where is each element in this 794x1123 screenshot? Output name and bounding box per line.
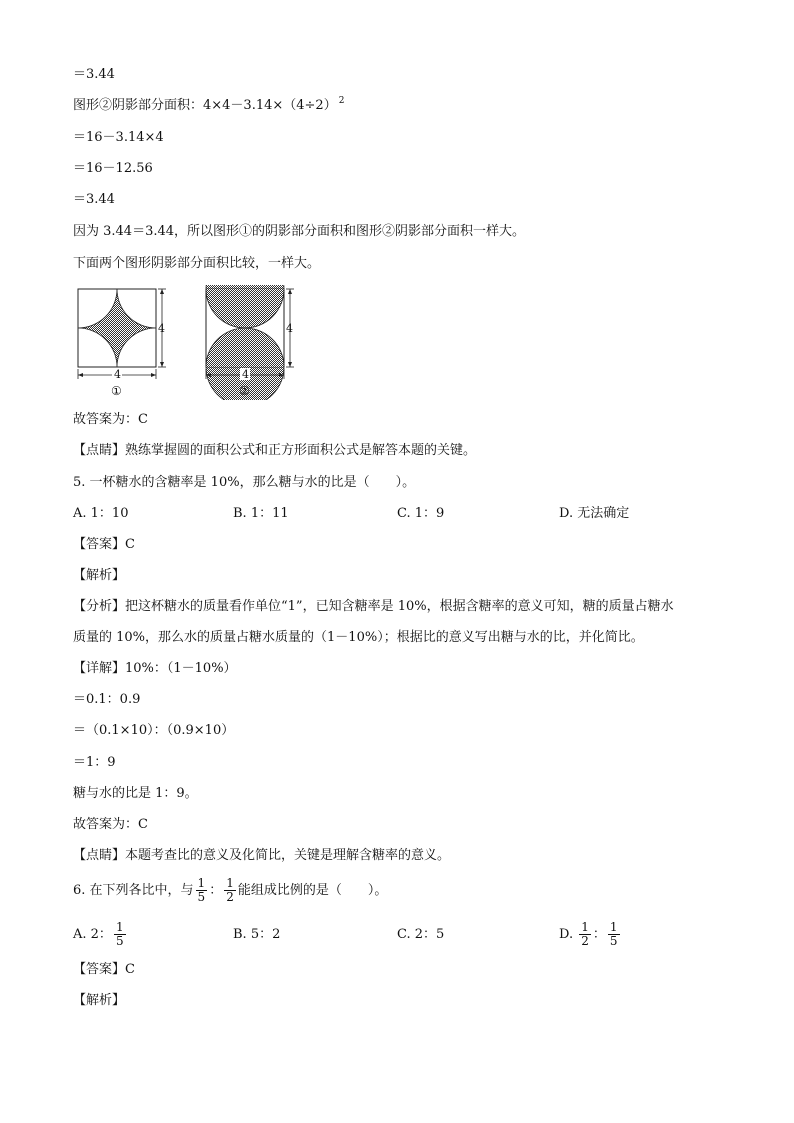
option-b: B. 1：11 — [233, 506, 289, 521]
analysis-text: 【分析】把这杯糖水的质量看作单位“1”，已知含糖率是 10%，根据含糖率的意义可知，糖的质量占糖水 — [73, 599, 674, 614]
formula-text: 图形②阴影部分面积：4×4－3.14×（4÷2） — [73, 98, 337, 113]
solution-line: ＝16－3.14×4 — [73, 130, 164, 145]
analysis-text: 质量的 10%，那么水的质量占糖水质量的（1－10%）；根据比的意义写出糖与水的比，并化简比。 — [73, 630, 644, 645]
answer-label: 【答案】C — [73, 537, 135, 552]
solution-line: ＝16－12.56 — [73, 161, 153, 176]
analysis-label: 【解析】 — [73, 568, 126, 583]
question-5: 5. 一杯糖水的含糖率是 10%，那么糖与水的比是（ ）。 — [73, 475, 416, 490]
analysis-label: 【解析】 — [73, 993, 126, 1008]
ratio-colon: ： — [209, 883, 223, 898]
shaded-region — [78, 289, 156, 367]
detail-line: ＝1：9 — [73, 755, 116, 770]
detail-line: ＝0.1：0.9 — [73, 692, 141, 707]
question-6 — [73, 876, 387, 906]
solution-line — [73, 97, 344, 116]
detail-line: ＝（0.1×10）：（0.9×10） — [73, 723, 235, 738]
question-text: 能组成比例的是（ ）。 — [237, 883, 388, 898]
tip-line: 【点睛】本题考查比的意义及化简比，关键是理解含糖率的意义。 — [73, 848, 451, 863]
figure-label: ② — [239, 384, 250, 398]
question-text: 6. 在下列各比中，与 — [73, 883, 194, 898]
solution-line: ＝3.44 — [73, 192, 115, 207]
detail-line: 故答案为：C — [73, 817, 148, 832]
dim-bottom-label: 4 — [242, 368, 249, 381]
option-d: D. $\frac{1}{2}$ ： $\frac{1}{5}$ — [559, 920, 618, 948]
solution-line: 故答案为：C — [73, 412, 148, 427]
dim-right-label: 4 — [158, 322, 165, 335]
fraction: $\frac{1}{2}$ — [226, 876, 234, 904]
option-d: D. 无法确定 — [559, 506, 630, 521]
answer-label: 【答案】C — [73, 962, 135, 977]
figure-label: ① — [111, 384, 122, 398]
option-a: A. 1：10 — [73, 506, 129, 521]
fraction: $\frac{1}{5}$ — [197, 876, 206, 904]
detail-line: 【详解】10%：（1－10%） — [73, 661, 237, 676]
figure-1 — [72, 285, 182, 400]
tip-line: 【点睛】熟练掌握圆的面积公式和正方形面积公式是解答本题的关键。 — [73, 443, 477, 458]
option-a: A. 2： $\frac{1}{5}$ — [73, 920, 124, 948]
option-c: C. 2：5 — [397, 927, 445, 942]
option-c: C. 1：9 — [397, 506, 445, 521]
exponent: 2 — [338, 96, 345, 106]
detail-line: 糖与水的比是 1：9。 — [73, 786, 198, 801]
option-b: B. 5：2 — [233, 927, 281, 942]
solution-line: 下面两个图形阴影部分面积比较，一样大。 — [73, 256, 321, 271]
dim-right-label: 4 — [286, 322, 293, 335]
solution-line: ＝3.44 — [73, 67, 115, 82]
dim-bottom-label: 4 — [114, 368, 121, 381]
solution-line: 因为 3.44＝3.44，所以图形①的阴影部分面积和图形②阴影部分面积一样大。 — [73, 224, 526, 239]
figure-2 — [200, 285, 310, 400]
